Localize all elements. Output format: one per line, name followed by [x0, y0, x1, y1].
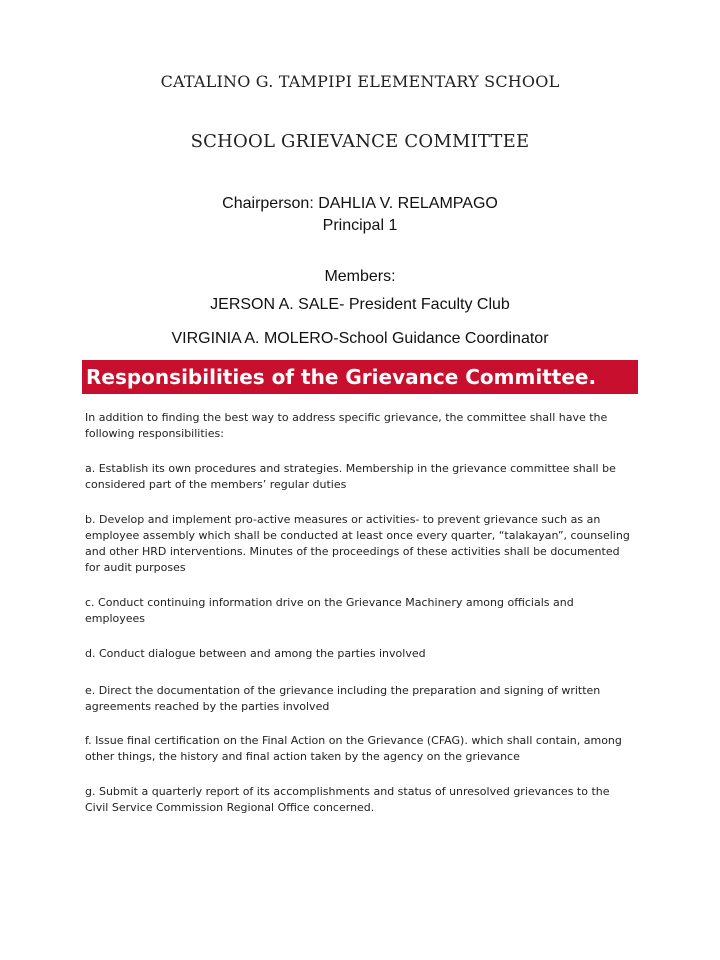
chairperson-line: Chairperson: DAHLIA V. RELAMPAGO [222, 195, 498, 212]
school-name-heading: CATALINO G. TAMPIPI ELEMENTARY SCHOOL [160, 72, 560, 91]
responsibility-item-f: f. Issue final certification on the Final Action on the Grievance (CFAG). which shall contain, among other things, the history and final action taken by the agency on the grievance [85, 734, 622, 763]
chairperson-title: Principal 1 [322, 217, 398, 234]
member-item: JERSON A. SALE- President Faculty Club [210, 296, 510, 313]
responsibility-item-a: a. Establish its own procedures and strategies. Membership in the grievance committee shall be considered part of the members’ regular duties [85, 462, 616, 491]
responsibility-item-b: b. Develop and implement pro-active measures or activities- to prevent grievance such as an employee assembly which shall be conducted at least once every quarter, “talakayan”, counseling and other HRD interventions. Minutes of the proceedings of these activities shall be documented for audit purposes [85, 513, 630, 574]
responsibility-item-d: d. Conduct dialogue between and among the parties involved [85, 647, 426, 660]
responsibility-item-g: g. Submit a quarterly report of its accomplishments and status of unresolved grievances to the Civil Service Commission Regional Office concerned. [85, 785, 610, 814]
intro-paragraph: In addition to finding the best way to address specific grievance, the committee shall have the following responsibilities: [85, 411, 608, 440]
section-heading-banner: Responsibilities of the Grievance Committee. [82, 360, 638, 394]
committee-title: SCHOOL GRIEVANCE COMMITTEE [190, 131, 530, 152]
responsibility-item-c: c. Conduct continuing information drive on the Grievance Machinery among officials and employees [85, 596, 574, 625]
members-label: Members: [324, 268, 396, 285]
member-item: VIRGINIA A. MOLERO-School Guidance Coordinator [171, 330, 549, 347]
responsibility-item-e: e. Direct the documentation of the grievance including the preparation and signing of written agreements reached by the parties involved [85, 684, 601, 713]
